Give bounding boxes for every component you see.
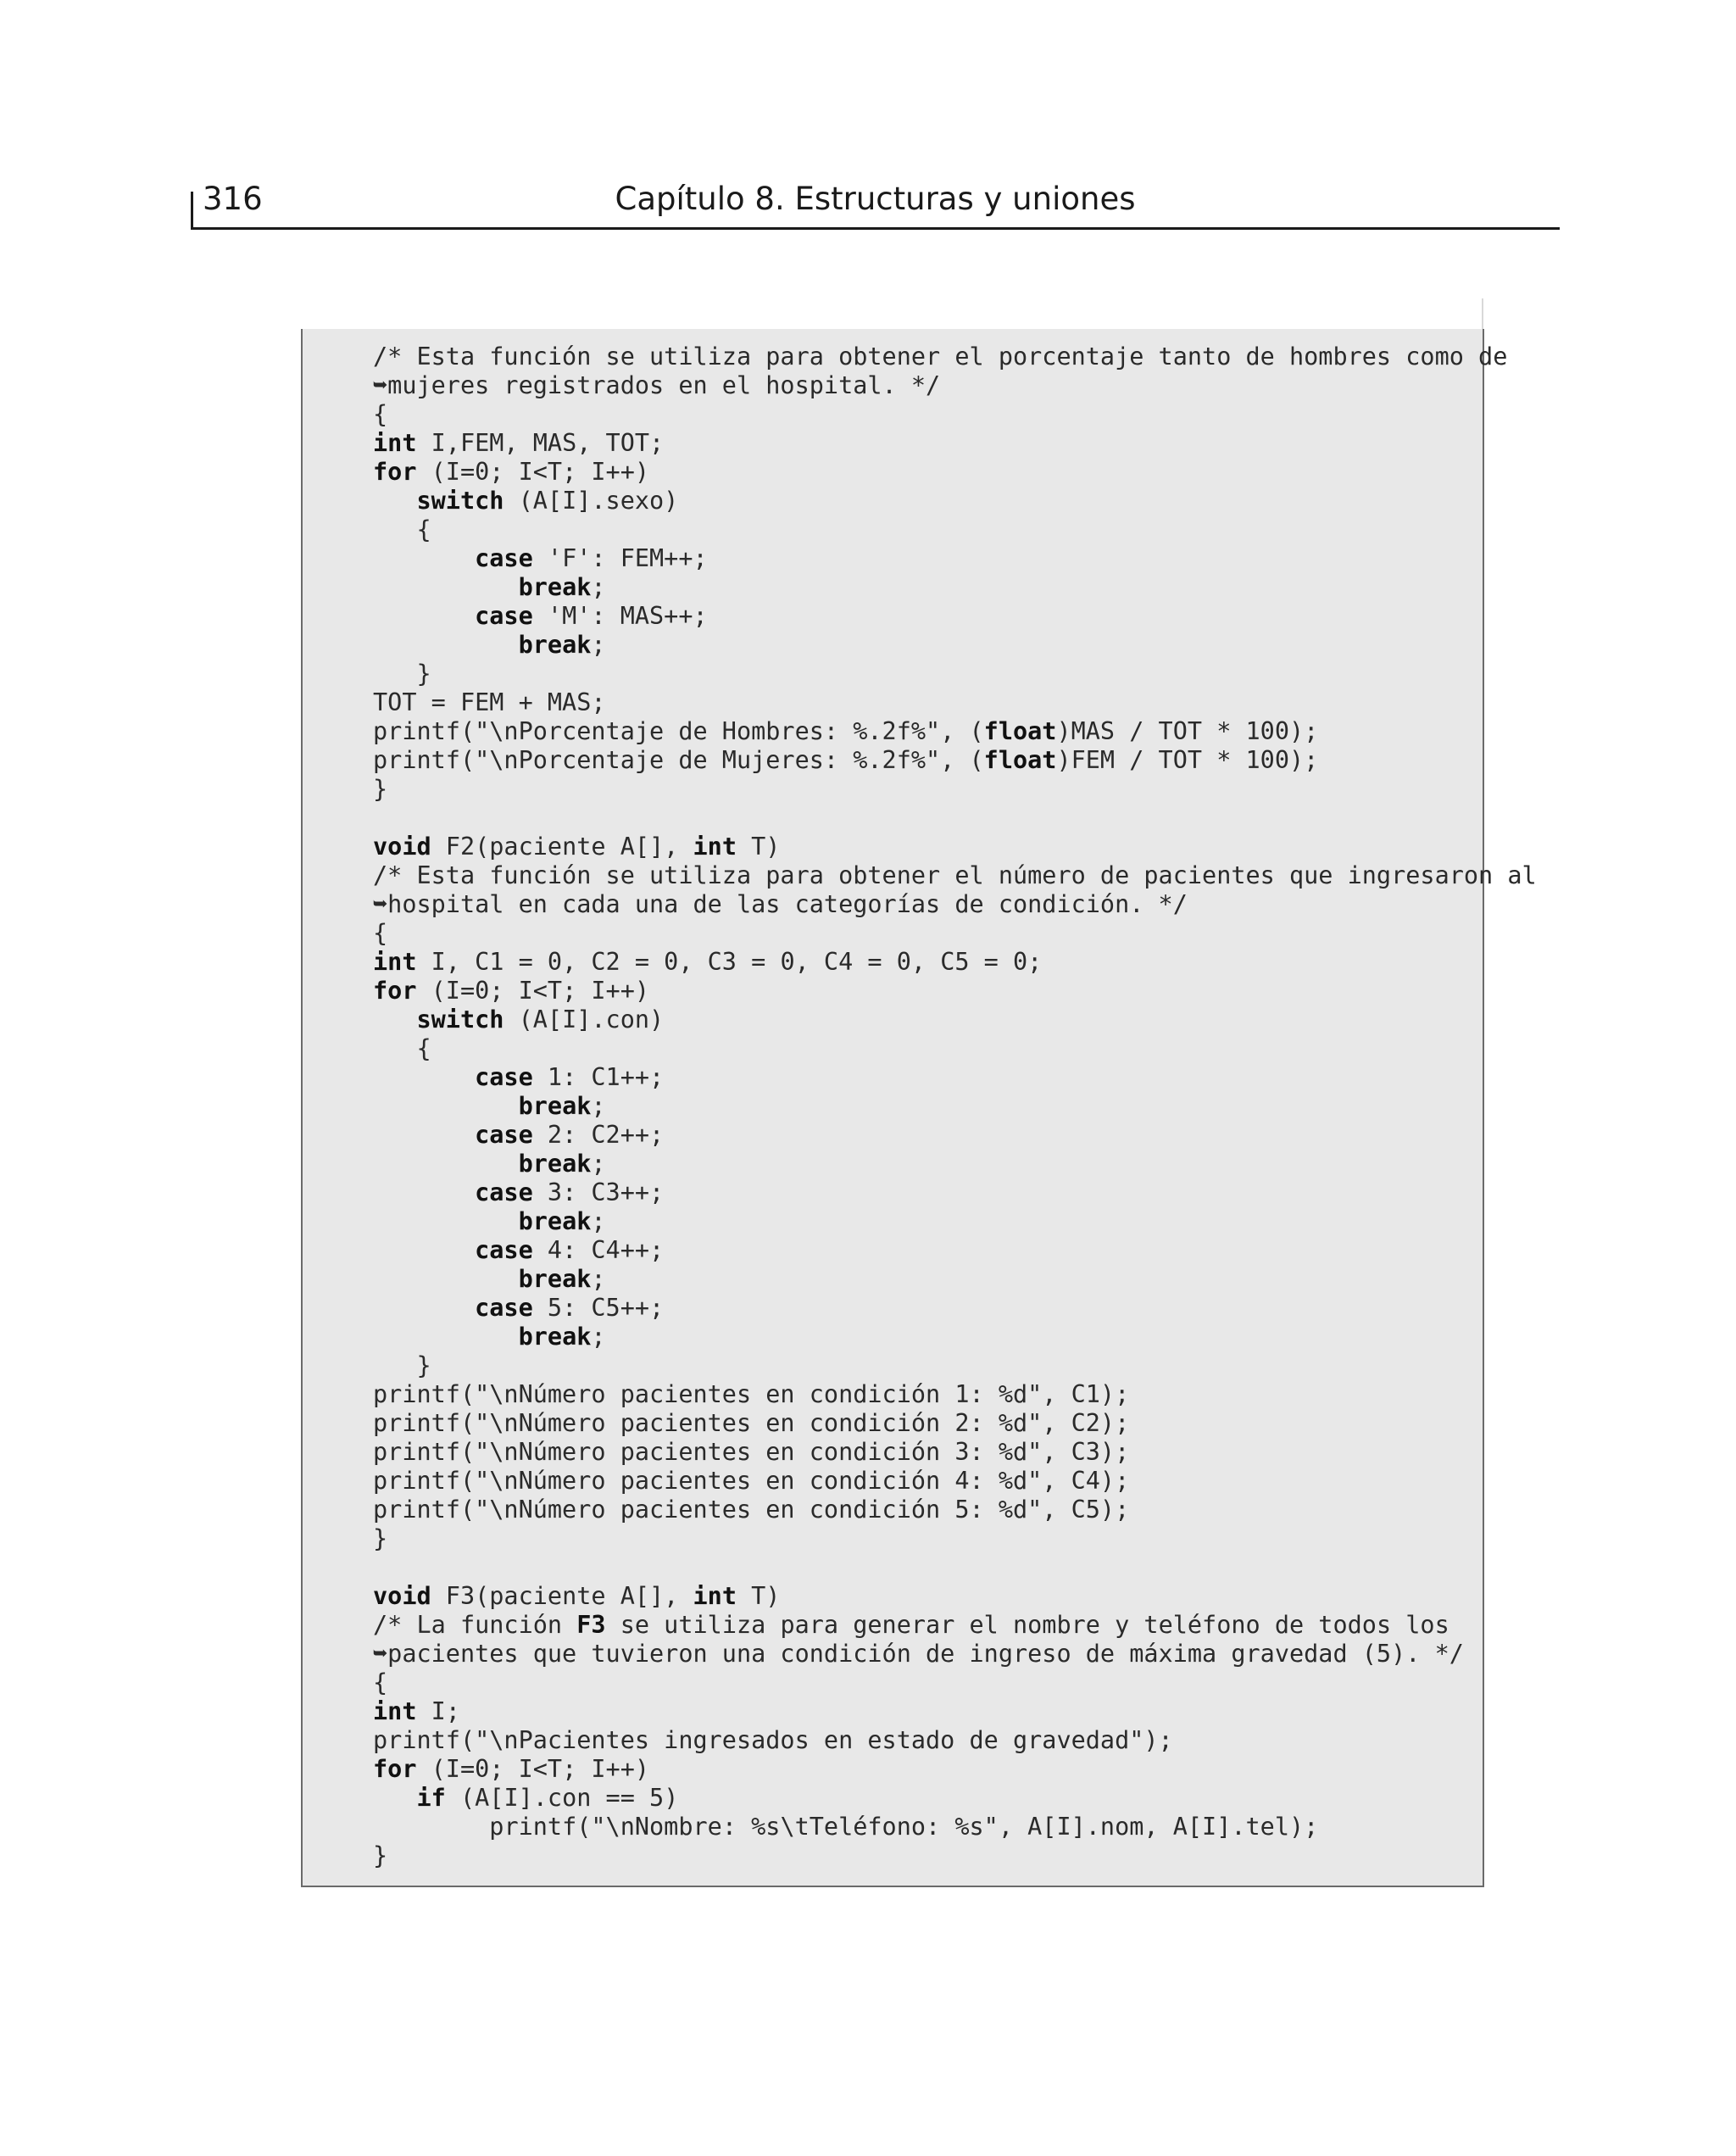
code-line [373, 1813, 1537, 1841]
code-keyword: int [373, 948, 417, 976]
code-text: printf("\nNúmero pacientes en condición 4: %d", C4); [373, 1467, 1130, 1495]
code-line [373, 1236, 1537, 1265]
code-text: ; [591, 1323, 606, 1351]
code-text: ; [591, 1092, 606, 1120]
code-keyword: break [518, 1265, 592, 1293]
code-line [373, 1611, 1537, 1640]
code-text: ; [591, 1150, 606, 1178]
code-keyword: for [373, 458, 417, 486]
code-text: { [416, 515, 431, 543]
code-keyword: case [475, 1121, 533, 1149]
code-text: 5: C5++; [532, 1294, 665, 1322]
code-line [373, 977, 1537, 1006]
code-line [373, 343, 1537, 371]
code-text: (I=0; I<T; I++) [416, 1755, 650, 1783]
code-text: ➥mujeres registrados en el hospital. */ [373, 371, 941, 399]
code-text: 3: C3++; [532, 1178, 665, 1206]
code-text: } [373, 1524, 388, 1552]
code-text: { [373, 1669, 388, 1696]
code-line [373, 1496, 1537, 1524]
code-text: { [373, 400, 388, 428]
code-text: (A[I].con == 5) [445, 1784, 679, 1812]
code-line [373, 1265, 1537, 1294]
code-keyword: case [475, 544, 533, 572]
code-keyword: int [373, 1697, 417, 1725]
code-text: 2: C2++; [532, 1121, 665, 1149]
code-text: printf("\nNúmero pacientes en condición 5: %d", C5); [373, 1496, 1130, 1524]
code-line [373, 1697, 1537, 1726]
code-text: /* La función [373, 1611, 577, 1639]
code-text: ; [591, 1207, 606, 1235]
code-line [373, 429, 1537, 458]
code-text: 'F': FEM++; [532, 544, 708, 572]
code-line [373, 861, 1537, 890]
code-text: TOT = FEM + MAS; [373, 688, 606, 716]
code-line [373, 1409, 1537, 1438]
code-line [373, 1438, 1537, 1467]
code-line [373, 1524, 1537, 1553]
code-text: ; [591, 1265, 606, 1293]
code-text: printf("\nPorcentaje de Hombres: %.2f%", ( [373, 717, 984, 745]
code-keyword: float [983, 746, 1057, 774]
code-line [373, 890, 1537, 919]
code-keyword: int [373, 429, 417, 457]
code-text: printf("\nNombre: %s\tTeléfono: %s", A[I].nom, A[I].tel); [489, 1813, 1319, 1841]
code-line [373, 833, 1537, 861]
code-keyword: for [373, 977, 417, 1005]
code-text: /* Esta función se utiliza para obtener el número de pacientes que ingresaron al [373, 861, 1537, 889]
code-text: F3(paciente A[], [431, 1582, 693, 1610]
code-line [373, 688, 1537, 717]
code-keyword: break [518, 1207, 592, 1235]
code-text: F2(paciente A[], [431, 833, 693, 861]
code-line [373, 1092, 1537, 1121]
code-line [373, 1351, 1537, 1380]
page-header [191, 176, 1560, 230]
code-keyword: case [475, 1294, 533, 1322]
code-text: 'M': MAS++; [532, 602, 708, 630]
code-line [373, 458, 1537, 487]
code-keyword: for [373, 1755, 417, 1783]
code-text: /* Esta función se utiliza para obtener el porcentaje tanto de hombres como de [373, 343, 1508, 370]
code-listing [373, 343, 1537, 1870]
code-text: (I=0; I<T; I++) [416, 977, 650, 1005]
code-line [373, 1323, 1537, 1351]
code-text: )FEM / TOT * 100); [1056, 746, 1319, 774]
code-line [373, 1669, 1537, 1697]
page-number: 316 [203, 181, 263, 217]
code-line [373, 371, 1537, 400]
code-line [373, 631, 1537, 660]
code-line [373, 515, 1537, 544]
code-line [373, 1380, 1537, 1409]
code-text: I,FEM, MAS, TOT; [416, 429, 665, 457]
code-text: } [416, 1351, 431, 1379]
code-line [373, 487, 1537, 515]
code-line [373, 573, 1537, 602]
code-keyword: break [518, 573, 592, 601]
code-text: } [373, 1841, 388, 1869]
code-text: I; [416, 1697, 460, 1725]
code-line [373, 1726, 1537, 1755]
code-keyword: break [518, 1150, 592, 1178]
code-line [373, 1121, 1537, 1150]
code-text: } [416, 660, 431, 688]
code-line [373, 1150, 1537, 1178]
code-text: T) [736, 833, 781, 861]
code-text: printf("\nPorcentaje de Mujeres: %.2f%", ( [373, 746, 984, 774]
code-keyword: case [475, 1063, 533, 1091]
code-keyword: float [983, 717, 1057, 745]
code-line [373, 544, 1537, 573]
code-text: T) [736, 1582, 781, 1610]
code-line [373, 1063, 1537, 1092]
code-keyword: void [373, 833, 431, 861]
code-line [373, 1553, 1537, 1582]
code-text: { [373, 919, 388, 947]
code-text: printf("\nNúmero pacientes en condición 3: %d", C3); [373, 1438, 1130, 1466]
code-keyword: int [693, 1582, 737, 1610]
code-text: ; [591, 573, 606, 601]
code-line [373, 1207, 1537, 1236]
code-line [373, 1034, 1537, 1063]
code-line [373, 1467, 1537, 1496]
code-text: (I=0; I<T; I++) [416, 458, 650, 486]
code-text: 1: C1++; [532, 1063, 665, 1091]
code-text: (A[I].con) [504, 1006, 665, 1033]
code-line [373, 660, 1537, 688]
code-keyword: switch [416, 1006, 504, 1033]
code-text: } [373, 775, 388, 803]
code-line [373, 1784, 1537, 1813]
code-line [373, 948, 1537, 977]
chapter-title: Capítulo 8. Estructuras y uniones [615, 181, 1136, 217]
code-line [373, 1640, 1537, 1669]
code-line [373, 775, 1537, 804]
code-text: I, C1 = 0, C2 = 0, C3 = 0, C4 = 0, C5 = 0; [416, 948, 1043, 976]
code-text: { [416, 1034, 431, 1062]
code-box-top-edge [1482, 298, 1483, 329]
code-keyword: if [416, 1784, 446, 1812]
code-keyword: F3 [576, 1611, 606, 1639]
code-line [373, 400, 1537, 429]
code-keyword: void [373, 1582, 431, 1610]
code-line [373, 919, 1537, 948]
code-text: )MAS / TOT * 100); [1056, 717, 1319, 745]
code-line [373, 1841, 1537, 1870]
code-line [373, 1755, 1537, 1784]
code-line [373, 1582, 1537, 1611]
code-line [373, 1294, 1537, 1323]
code-text: ; [591, 631, 606, 659]
code-keyword: case [475, 1178, 533, 1206]
code-line [373, 804, 1537, 833]
code-text: printf("\nNúmero pacientes en condición 2: %d", C2); [373, 1409, 1130, 1437]
code-text: printf("\nNúmero pacientes en condición 1: %d", C1); [373, 1380, 1130, 1408]
code-line [373, 602, 1537, 631]
code-text: ➥pacientes que tuvieron una condición de ingreso de máxima gravedad (5). */ [373, 1640, 1464, 1668]
code-keyword: int [693, 833, 737, 861]
code-text: se utiliza para generar el nombre y teléfono de todos los [605, 1611, 1449, 1639]
code-keyword: switch [416, 487, 504, 515]
code-line [373, 1178, 1537, 1207]
code-text: (A[I].sexo) [504, 487, 679, 515]
code-text: ➥hospital en cada una de las categorías de condición. */ [373, 890, 1188, 918]
code-keyword: break [518, 631, 592, 659]
code-line [373, 717, 1537, 746]
code-keyword: case [475, 1236, 533, 1264]
code-text: 4: C4++; [532, 1236, 665, 1264]
code-line [373, 746, 1537, 775]
code-line [373, 1006, 1537, 1034]
code-keyword: break [518, 1092, 592, 1120]
code-text: printf("\nPacientes ingresados en estado de gravedad"); [373, 1726, 1173, 1754]
code-keyword: break [518, 1323, 592, 1351]
code-keyword: case [475, 602, 533, 630]
